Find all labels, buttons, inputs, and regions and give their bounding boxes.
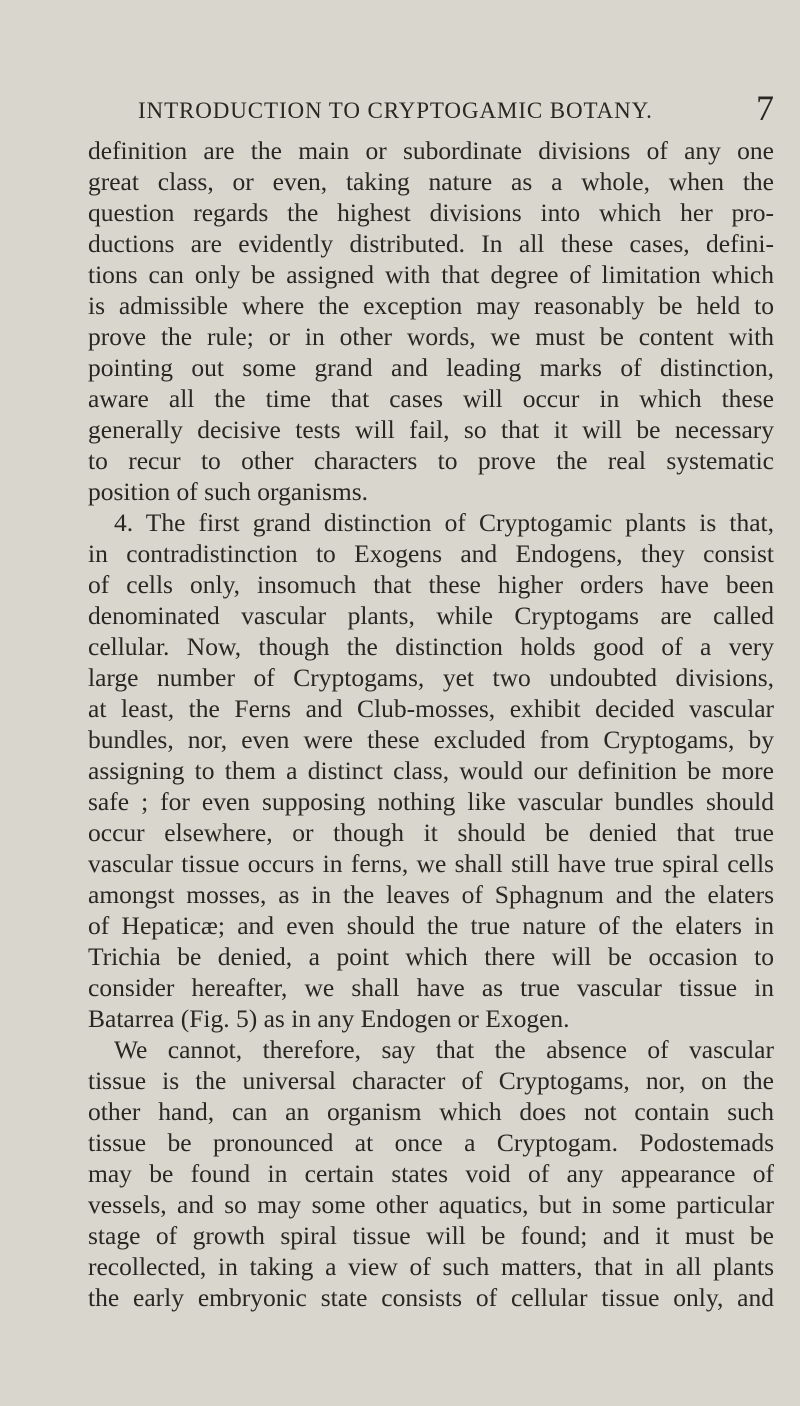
- text-line: aware all the time that cases will occur in which these: [88, 384, 774, 413]
- text-line: stage of growth spiral tissue will be found; and it must be: [88, 1221, 774, 1250]
- running-title: INTRODUCTION TO CRYPTOGAMIC BOTANY.: [138, 98, 653, 123]
- text-line: tissue be pronounced at once a Cryptogam. Podostemads: [88, 1128, 774, 1157]
- text-line: is admissible where the exception may reasonably be held to: [88, 291, 774, 320]
- text-line: prove the rule; or in other words, we must be content with: [88, 322, 774, 351]
- text-line: ductions are evidently distributed. In all these cases, defini-: [88, 229, 774, 258]
- text-line: position of such organisms.: [88, 477, 369, 506]
- text-line: Trichia be denied, a point which there will be occasion to: [88, 942, 774, 971]
- text-line: large number of Cryptogams, yet two undoubted divisions,: [88, 663, 774, 692]
- text-line: vessels, and so may some other aquatics, but in some particular: [88, 1190, 774, 1219]
- text-line: 4. The first grand distinction of Cryptogamic plants is that,: [114, 508, 774, 537]
- text-line: in contradistinction to Exogens and Endogens, they consist: [88, 539, 774, 568]
- text-line: We cannot, therefore, say that the absence of vascular: [114, 1035, 774, 1064]
- text-line: definition are the main or subordinate divisions of any one: [88, 136, 774, 165]
- text-line: to recur to other characters to prove the real systematic: [88, 446, 774, 475]
- body-text: [88, 135, 774, 1313]
- text-line: at least, the Ferns and Club-mosses, exhibit decided vascular: [88, 694, 774, 723]
- text-line: amongst mosses, as in the leaves of Sphagnum and the elaters: [88, 880, 774, 909]
- text-line: occur elsewhere, or though it should be denied that true: [88, 818, 774, 847]
- text-line: assigning to them a distinct class, would our definition be more: [88, 756, 774, 785]
- text-line: denominated vascular plants, while Cryptogams are called: [88, 601, 774, 630]
- text-line: tions can only be assigned with that degree of limitation which: [88, 260, 774, 289]
- text-line: cellular. Now, though the distinction holds good of a very: [88, 632, 774, 661]
- text-line: question regards the highest divisions into which her pro-: [88, 198, 774, 227]
- text-line: vascular tissue occurs in ferns, we shall still have true spiral cells: [88, 849, 774, 878]
- text-line: other hand, can an organism which does not contain such: [88, 1097, 774, 1126]
- text-line: the early embryonic state consists of cellular tissue only, and: [88, 1283, 774, 1312]
- text-line: pointing out some grand and leading marks of distinction,: [88, 353, 774, 382]
- running-head: [88, 88, 774, 128]
- text-line: consider hereafter, we shall have as true vascular tissue in: [88, 973, 774, 1002]
- text-line: Batarrea (Fig. 5) as in any Endogen or Exogen.: [88, 1004, 570, 1033]
- text-line: of Hepaticæ; and even should the true nature of the elaters in: [88, 911, 774, 940]
- page-number: 7: [756, 88, 774, 128]
- text-line: recollected, in taking a view of such matters, that in all plants: [88, 1252, 774, 1281]
- text-line: bundles, nor, even were these excluded from Cryptogams, by: [88, 725, 774, 754]
- text-line: may be found in certain states void of any appearance of: [88, 1159, 774, 1188]
- text-line: safe ; for even supposing nothing like vascular bundles should: [88, 787, 774, 816]
- text-line: of cells only, insomuch that these higher orders have been: [88, 570, 774, 599]
- text-line: generally decisive tests will fail, so that it will be necessary: [88, 415, 774, 444]
- text-line: great class, or even, taking nature as a whole, when the: [88, 167, 774, 196]
- text-line: tissue is the universal character of Cryptogams, nor, on the: [88, 1066, 774, 1095]
